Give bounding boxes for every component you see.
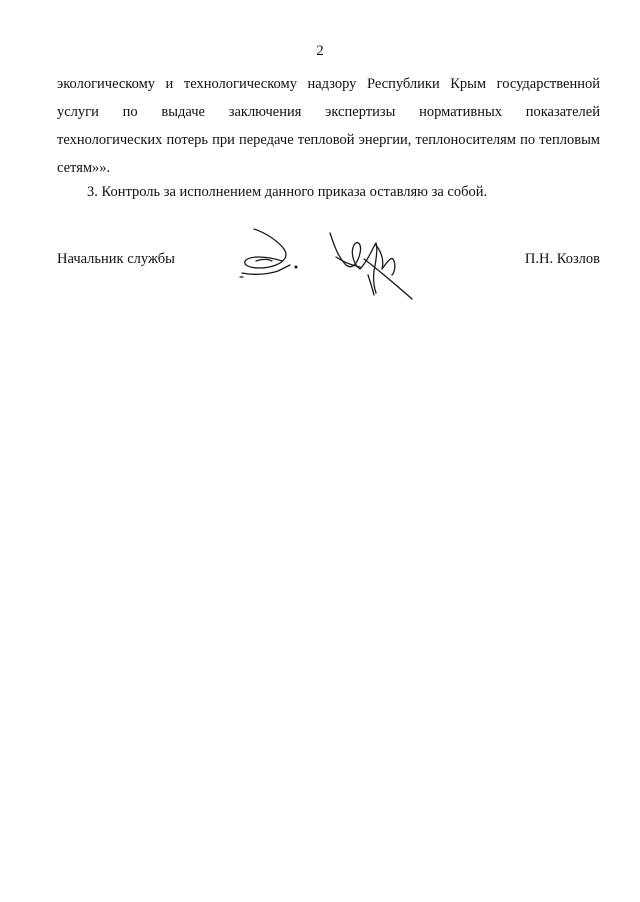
body-line-2: услуги по выдаче заключения экспертизы нормативных показателей <box>57 104 600 120</box>
signer-name: П.Н. Козлов <box>524 251 600 267</box>
paragraph-3: 3. Контроль за исполнением данного приказа оставляю за собой. <box>87 184 488 200</box>
document-body <box>57 70 600 182</box>
body-line-3: технологических потерь при передаче тепловой энергии, теплоносителям по тепловым <box>57 132 600 148</box>
page-number: 2 <box>316 43 324 59</box>
body-line-1: экологическому и технологическому надзору Республики Крым государственной <box>57 76 600 92</box>
signer-position: Начальник службы <box>57 251 175 267</box>
body-line-4: сетям»». <box>57 160 111 176</box>
signature-icon <box>232 215 422 310</box>
